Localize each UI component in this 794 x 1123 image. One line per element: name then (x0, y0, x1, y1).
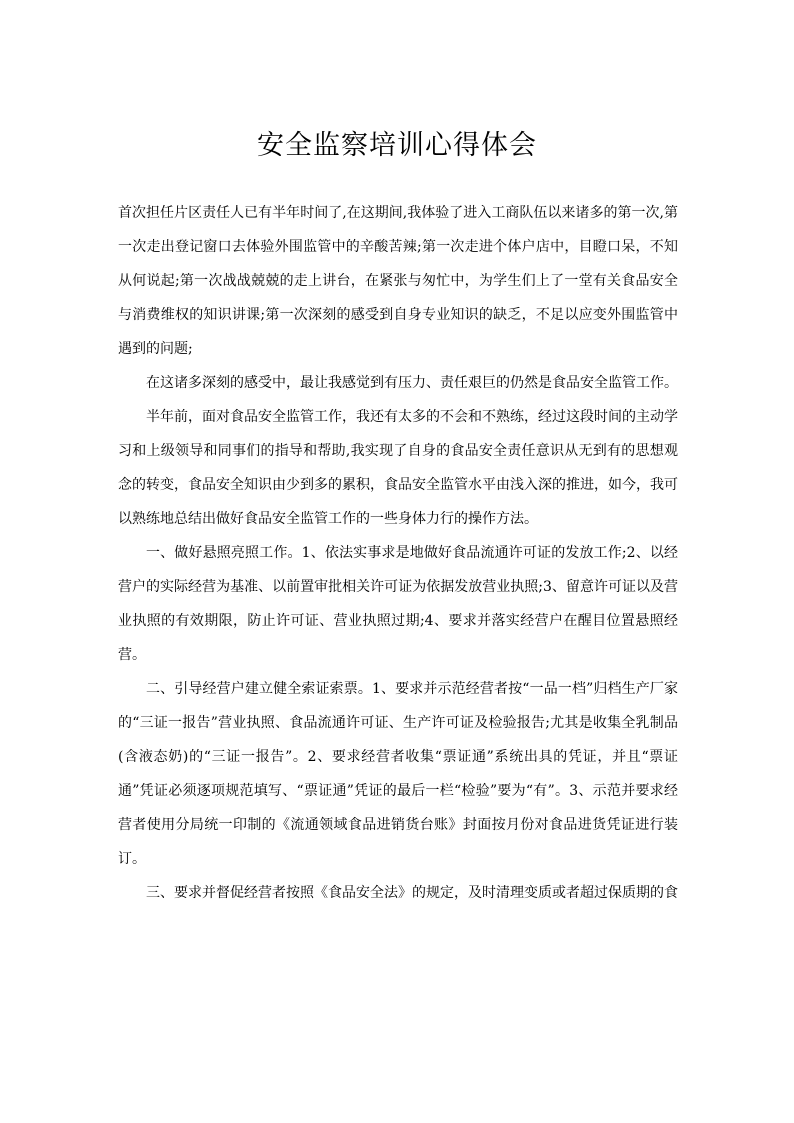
paragraph-4: 一、做好悬照亮照工作。1、依法实事求是地做好食品流通许可证的发放工作;2、以经营户的实际经营为基准、以前置审批相关许可证为依据发放营业执照;3、留意许可证以及营业执照的有效期限，防止许可证、营业执照过期;4、要求并落实经营户在醒目位置悬照经营。 (118, 545, 678, 663)
paragraph-2: 在这诸多深刻的感受中，最让我感觉到有压力、责任艰巨的仍然是食品安全监管工作。 (146, 375, 678, 391)
document-title: 安全监察培训心得体会 (257, 130, 537, 161)
paragraph-5: 二、引导经营户建立健全索证索票。1、要求并示范经营者按“一品一档”归档生产厂家的“三证一报告”营业执照、食品流通许可证、生产许可证及检验报告;尤其是收集全乳制品(含液态奶)的“三证一报告”。2、要求经营者收集“票证通”系统出具的凭证，并且“票证通”凭证必须逐项规范填写、“票证通”凭证的最后一栏“检验”要为“有”。3、示范并要求经营者使用分局统一印制的《流通领域食品进销货台账》封面按月份对食品进货凭证进行装订。 (118, 681, 678, 867)
paragraph-6: 三、要求并督促经营者按照《食品安全法》的规定，及时清理变质或者超过保质期的食 (146, 885, 678, 901)
document-body (118, 196, 678, 910)
paragraph-3: 半年前，面对食品安全监管工作，我还有太多的不会和不熟练，经过这段时间的主动学习和上级领导和同事们的指导和帮助,我实现了自身的食品安全责任意识从无到有的思想观念的转变，食品安全知识由少到多的累积，食品安全监管水平由浅入深的推进，如今，我可以熟练地总结出做好食品安全监管工作的一些身体力行的操作方法。 (118, 409, 678, 527)
paragraph-1: 首次担任片区责任人已有半年时间了,在这期间,我体验了进入工商队伍以来诸多的第一次,第一次走出登记窗口去体验外围监管中的辛酸苦辣;第一次走进个体户店中，目瞪口呆，不知从何说起;第一次战战兢兢的走上讲台，在紧张与匆忙中，为学生们上了一堂有关食品安全与消费维权的知识讲课;第一次深刻的感受到自身专业知识的缺乏，不足以应变外围监管中遇到的问题; (118, 205, 678, 357)
